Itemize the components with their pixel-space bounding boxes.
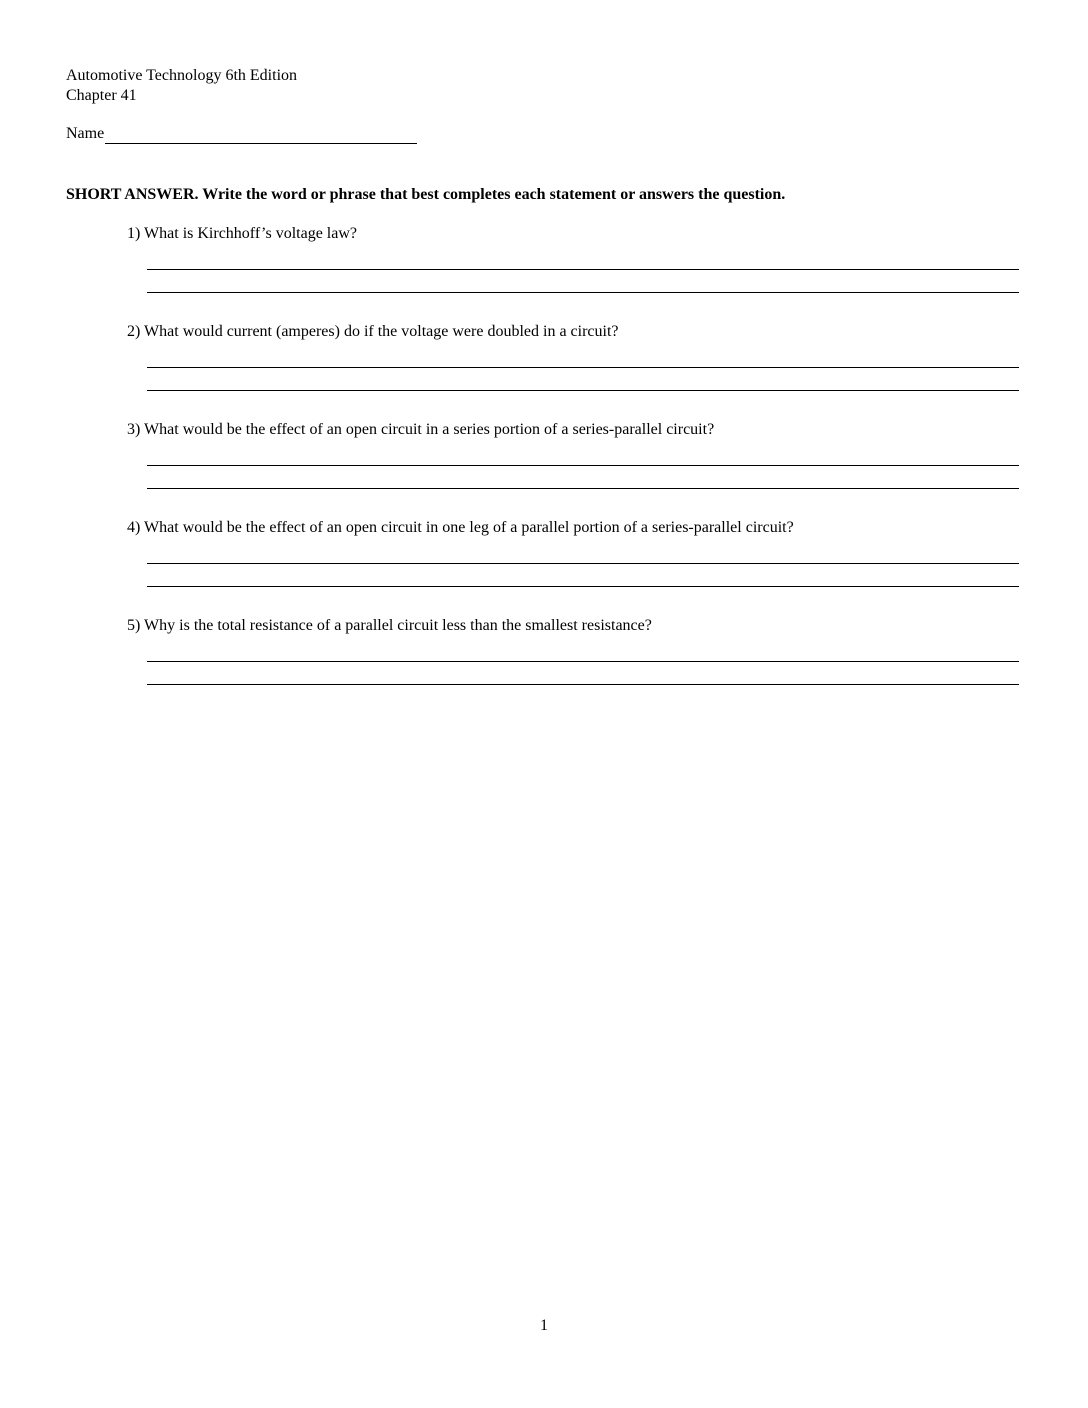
answer-line[interactable] xyxy=(147,269,1019,270)
question-text: 4) What would be the effect of an open circuit in one leg of a parallel portion of a series-parallel circuit? xyxy=(127,519,794,536)
answer-line[interactable] xyxy=(147,563,1019,564)
answer-line[interactable] xyxy=(147,465,1019,466)
question-text: 5) Why is the total resistance of a parallel circuit less than the smallest resistance? xyxy=(127,617,652,634)
book-title: Automotive Technology 6th Edition xyxy=(66,67,298,84)
instructions: SHORT ANSWER. Write the word or phrase that best completes each statement or answers the question. xyxy=(66,186,786,203)
question-5 xyxy=(127,616,1027,636)
question-1 xyxy=(127,224,1027,244)
answer-line[interactable] xyxy=(147,684,1019,685)
answer-line[interactable] xyxy=(147,292,1019,293)
name-row xyxy=(66,124,417,144)
question-text: 2) What would current (amperes) do if the voltage were doubled in a circuit? xyxy=(127,323,619,340)
answer-line[interactable] xyxy=(147,488,1019,489)
page-number: 1 xyxy=(540,1317,548,1334)
answer-line[interactable] xyxy=(147,390,1019,391)
question-text: 3) What would be the effect of an open circuit in a series portion of a series-parallel circuit? xyxy=(127,421,715,438)
question-3 xyxy=(127,420,1027,440)
name-label: Name xyxy=(66,125,105,142)
question-text: 1) What is Kirchhoff’s voltage law? xyxy=(127,225,358,242)
answer-line[interactable] xyxy=(147,661,1019,662)
question-2 xyxy=(127,322,1027,342)
answer-line[interactable] xyxy=(147,367,1019,368)
chapter-label: Chapter 41 xyxy=(66,87,137,104)
answer-line[interactable] xyxy=(147,586,1019,587)
question-4 xyxy=(127,518,1027,538)
name-field[interactable] xyxy=(105,125,417,144)
